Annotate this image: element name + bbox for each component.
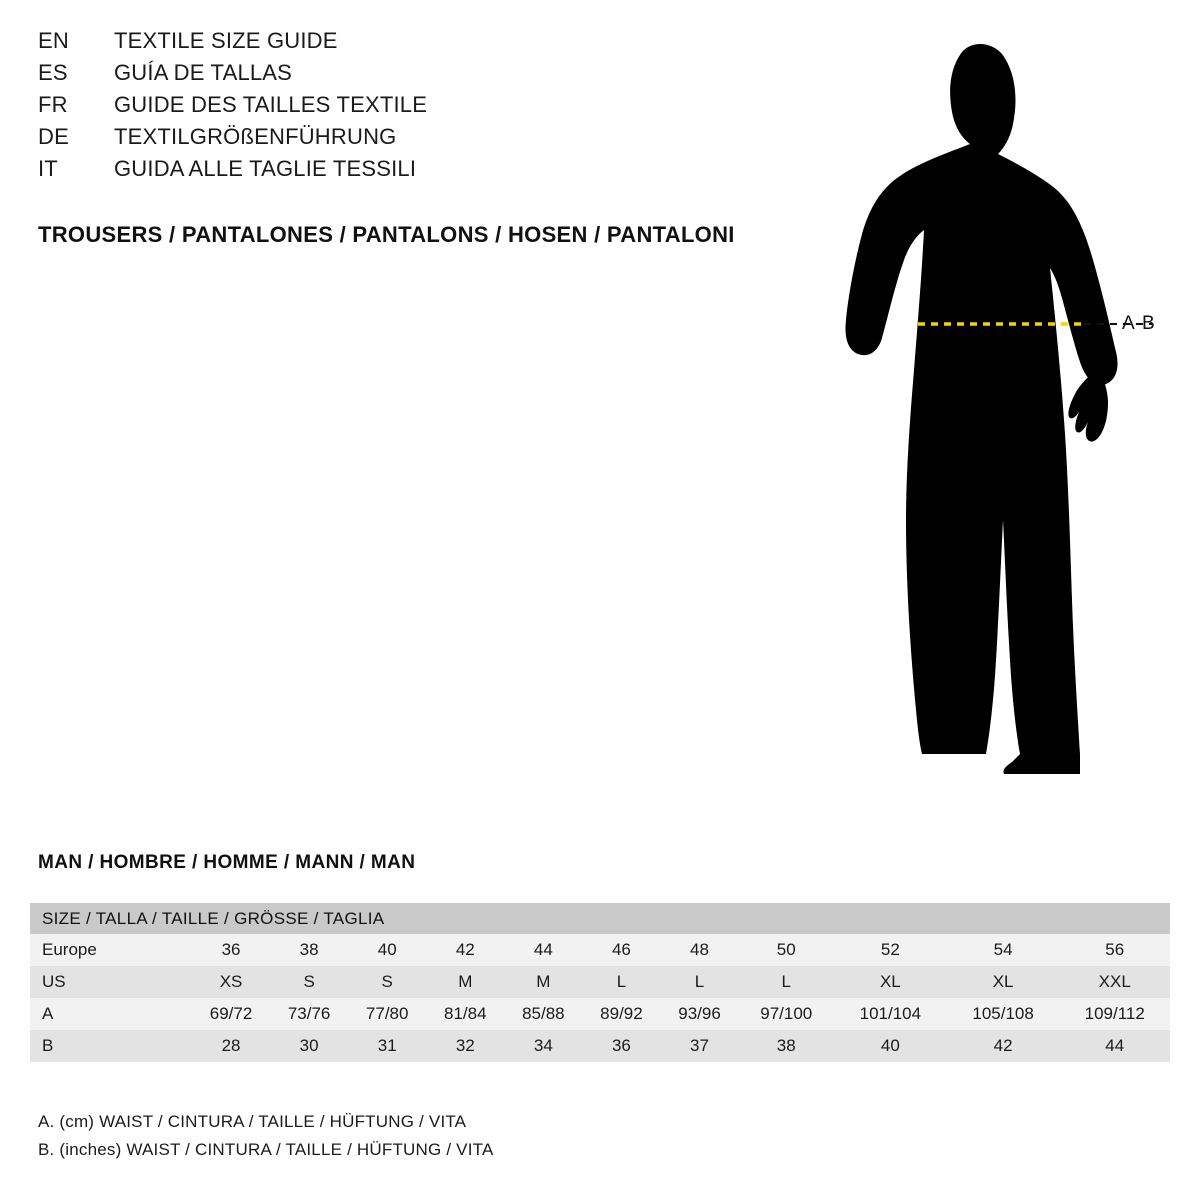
footnotes <box>38 1108 494 1164</box>
garment-title: TROUSERS / PANTALONES / PANTALONS / HOSEN / PANTALONI <box>38 222 735 247</box>
cell: 54 <box>947 934 1060 966</box>
cell: 44 <box>504 934 582 966</box>
size-table <box>30 903 1170 1062</box>
cell: 36 <box>582 1030 660 1062</box>
cell: L <box>582 966 660 998</box>
cell: 42 <box>947 1030 1060 1062</box>
language-row <box>38 92 798 124</box>
language-code: ES <box>38 60 68 85</box>
cell: 32 <box>426 1030 504 1062</box>
cell: 69/72 <box>192 998 270 1030</box>
cell: XXL <box>1060 966 1171 998</box>
cell: 42 <box>426 934 504 966</box>
cell: S <box>270 966 348 998</box>
cell: M <box>426 966 504 998</box>
cell: L <box>660 966 738 998</box>
cell: 37 <box>660 1030 738 1062</box>
cell: 34 <box>504 1030 582 1062</box>
cell: 81/84 <box>426 998 504 1030</box>
cell: 30 <box>270 1030 348 1062</box>
footnote-b: B. (inches) WAIST / CINTURA / TAILLE / HÜFTUNG / VITA <box>38 1140 494 1159</box>
cell: 28 <box>192 1030 270 1062</box>
silhouette-shape <box>846 44 1118 774</box>
table-row <box>30 998 1170 1030</box>
cell: 40 <box>348 934 426 966</box>
cell: 36 <box>192 934 270 966</box>
cell: M <box>504 966 582 998</box>
cell: 73/76 <box>270 998 348 1030</box>
language-row <box>38 60 798 92</box>
cell: XL <box>947 966 1060 998</box>
language-text: GUIDA ALLE TAGLIE TESSILI <box>114 156 417 181</box>
cell: 48 <box>660 934 738 966</box>
cell: 40 <box>834 1030 947 1062</box>
cell: 89/92 <box>582 998 660 1030</box>
table-row <box>30 934 1170 966</box>
cell: 97/100 <box>739 998 834 1030</box>
language-code: DE <box>38 124 69 149</box>
language-text: GUÍA DE TALLAS <box>114 60 293 85</box>
cell: 44 <box>1060 1030 1171 1062</box>
cell: XL <box>834 966 947 998</box>
row-label: A <box>30 998 192 1030</box>
language-code: IT <box>38 156 58 181</box>
measure-label-ab: A-B <box>1122 313 1156 334</box>
table-header-label: SIZE / TALLA / TAILLE / GRÖSSE / TAGLIA <box>30 903 1170 934</box>
cell: 101/104 <box>834 998 947 1030</box>
language-text: TEXTILE SIZE GUIDE <box>114 28 338 53</box>
row-label: B <box>30 1030 192 1062</box>
language-code: FR <box>38 92 68 117</box>
cell: 85/88 <box>504 998 582 1030</box>
language-text: TEXTILGRÖßENFÜHRUNG <box>114 124 397 149</box>
cell: L <box>739 966 834 998</box>
cell: XS <box>192 966 270 998</box>
cell: 38 <box>270 934 348 966</box>
language-list <box>38 28 798 188</box>
cell: S <box>348 966 426 998</box>
language-row <box>38 156 798 188</box>
language-code: EN <box>38 28 69 53</box>
cell: 31 <box>348 1030 426 1062</box>
footnote-a: A. (cm) WAIST / CINTURA / TAILLE / HÜFTUNG / VITA <box>38 1112 467 1131</box>
cell: 46 <box>582 934 660 966</box>
cell: 105/108 <box>947 998 1060 1030</box>
cell: 52 <box>834 934 947 966</box>
language-row <box>38 124 798 156</box>
row-label: US <box>30 966 192 998</box>
cell: 38 <box>739 1030 834 1062</box>
cell: 93/96 <box>660 998 738 1030</box>
section-label-man: MAN / HOMBRE / HOMME / MANN / MAN <box>38 852 416 873</box>
language-row <box>38 28 798 60</box>
table-row <box>30 966 1170 998</box>
row-label: Europe <box>30 934 192 966</box>
cell: 77/80 <box>348 998 426 1030</box>
cell: 109/112 <box>1060 998 1171 1030</box>
cell: 56 <box>1060 934 1171 966</box>
cell: 50 <box>739 934 834 966</box>
table-header-row <box>30 903 1170 934</box>
table-row <box>30 1030 1170 1062</box>
language-text: GUIDE DES TAILLES TEXTILE <box>114 92 428 117</box>
male-silhouette-figure <box>800 20 1200 810</box>
